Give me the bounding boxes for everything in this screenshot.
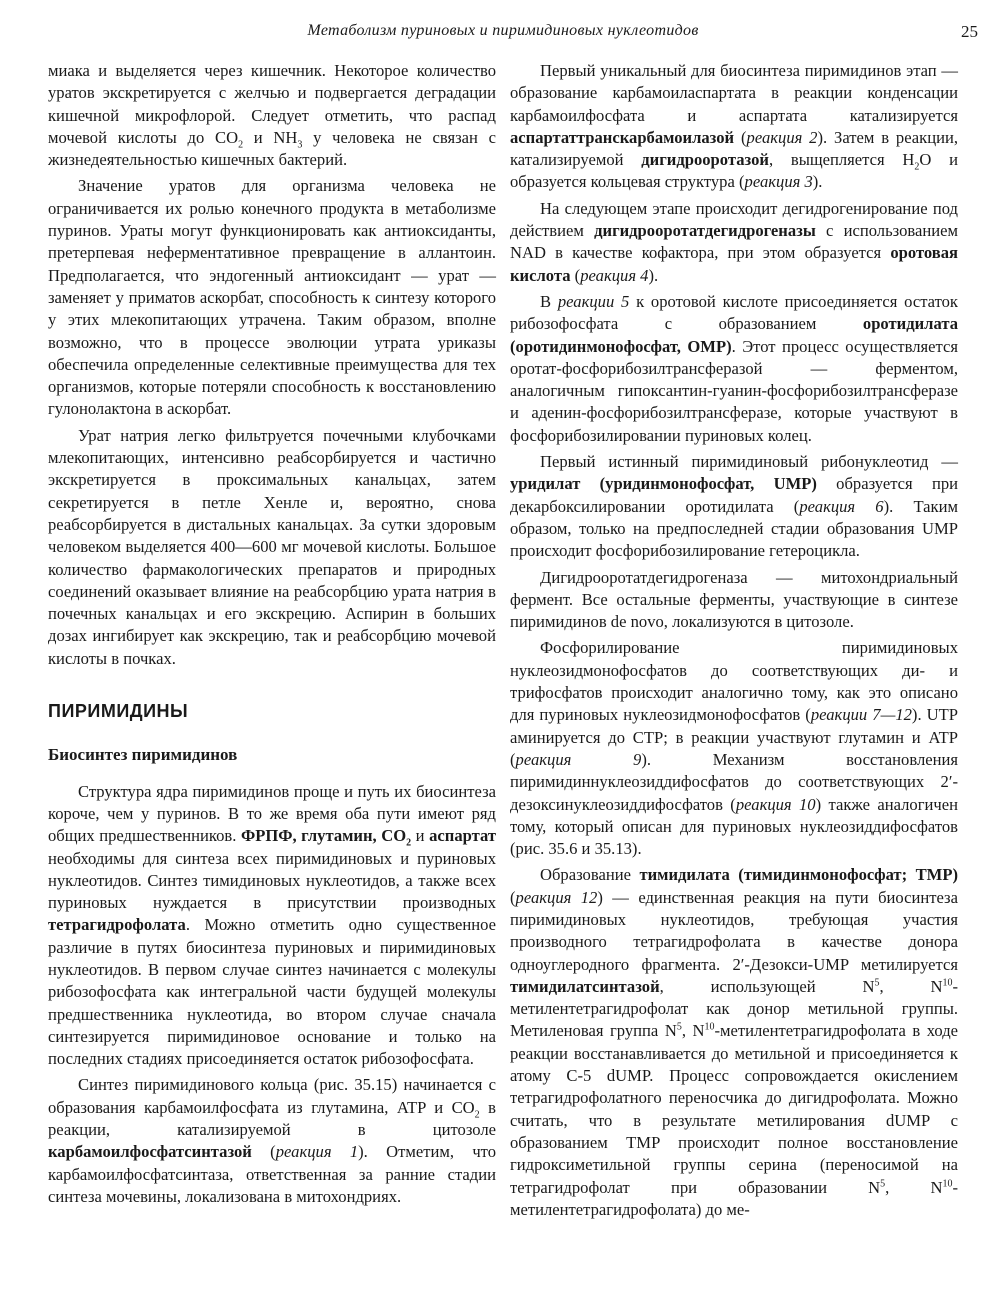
paragraph: Урат натрия легко фильтруется почечными клубочками млекопитающих, интенсивно реабсорбируется и частично экскретируется в проксимальных канальцах, затем секретируется в петле Хенле и, вероятно, снова реабсорбируется в дистальных канальцах. За сутки здоровым человеком выделяется 400—600 мг мочевой кислоты. Большое количество фармакологических препаратов и природных соединений оказывает влияние на реабсорбцию урата натрия в почечных канальцах и его экскрецию. Аспирин в больших дозах ингибирует как экскрецию, так и реабсорбцию мочевой кислоты в почках. <box>48 425 496 668</box>
paragraph: На следующем этапе происходит дегидрогенирование под действием дигидрооротатдегидрогеназы с использованием NAD в качестве кофактора, при этом образуется оротовая кислота (реакция 4). <box>510 198 958 285</box>
section-heading: ПИРИМИДИНЫ <box>48 701 189 722</box>
paragraph: Структура ядра пиримидинов проще и путь их биосинтеза короче, чем у пуринов. В то же время оба пути имеют ряд общих предшественников. ФРПФ, глутамин, $CO_2$ и аспартат необходимы для синтеза всех пиримидиновых и пуриновых нуклеотидов. Синтез тимидиновых нуклеотидов, а также всех пуриновых нуждается в присутствии производных тетрагидрофолата. Можно отметить одно существенное различие в путях биосинтеза пуриновых и пиримидиновых нуклеотидов. В первом случае синтез начинается с молекулы рибозофосфата как интегральной части будущей молекулы предшественника нуклеотида, во втором случае сначала синтезируется пиримидиновое основание и только на последних стадиях присоединяется остаток рибозофосфата. <box>48 781 496 1069</box>
running-head <box>28 22 978 50</box>
right-column <box>510 60 958 1225</box>
paragraph: Синтез пиримидинового кольца (рис. 35.15) начинается с образования карбамоилфосфата из глутамина, ATP и $CO_2$ в реакции, катализируемой в цитозоле карбамоилфосфатсинтазой (реакция 1). Отметим, что карбамоилфосфатсинтаза, ответственная за ранние стадии синтеза мочевины, локализована в митохондриях. <box>48 1075 497 1206</box>
paragraph: Образование тимидилата (тимидинмонофосфат; TMP) (реакция 12) — единственная реакция на пути биосинтеза пиримидиновых нуклеотидов, требующая участия производного тетрагидрофолата в качестве донора одноуглеродного фрагмента. 2′-Дезокси-UMP метилируется тимидилатсинтазой, использующей $N^5$, $N^{10}$-метилентетрагидрофолат как донор метильной группы. Метиленовая группа $N^5$, $N^{10}$-метилентетрагидрофолата в ходе реакции восстанавливается до метильной и присоединяется к атому C-5 dUMP. Процесс сопровождается окислением тетрагидрофолатного переносчика до дигидрофолата. Можно считать, что в результате метилирования dUMP с образованием TMP происходит полное восстановление гидроксиметильной группы серина (переносимой на тетрагидрофолат при образовании $N^5$, $N^{10}-метилентетрагидрофолата$) до ме- <box>510 865 959 1219</box>
page-number: 25 <box>961 22 978 41</box>
paragraph: Первый истинный пиримидиновый рибонуклеотид — уридилат (уридинмонофосфат, UMP) образуется при декарбоксилировании оротидилата (реакция 6). Таким образом, только на предпоследней стадии образования UMP происходит фосфорибозилирование гетероцикла. <box>510 452 958 561</box>
left-column <box>48 60 496 1212</box>
paragraph: Дигидрооротатдегидрогеназа — митохондриальный фермент. Все остальные ферменты, участвующие в синтезе пиримидинов de novo, локализуются в цитозоле. <box>510 567 958 632</box>
paragraph: Первый уникальный для биосинтеза пиримидинов этап — образование карбамоиласпартата в реакции конденсации карбамоилфосфата и аспартата катализируется аспартаттранскарбамоилазой (реакция 2). Затем в реакции, катализируемой дигидрооротазой, выщепляется $H_2O$ и образуется кольцевая структура (реакция 3). <box>510 61 958 192</box>
subsection-heading: Биосинтез пиримидинов <box>48 745 238 765</box>
paragraph: миака и выделяется через кишечник. Некоторое количество уратов экскретируется с желчью и подвергается деградации кишечной микрофлорой. Следует отметить, что распад мочевой кислоты до $CO_2$ и $NH_3$ у человека не связан с жизнедеятельностью кишечных бактерий. <box>48 61 496 170</box>
paragraph: Значение уратов для организма человека не ограничивается их ролью конечного продукта в метаболизме пуринов. Ураты могут функционировать как антиоксиданты, претерпевая неферментативное превращение в аллантоин. Предполагается, что эндогенный антиоксидант — урат — заменяет у приматов аскорбат, способность к синтезу которого у этих млекопитающих утрачена. Таким образом, вполне возможно, что в процессе эволюции утрата уриказы обеспечила определенные селективные преимущества для тех организмов, которые потеряли способность к восстановлению гулонолактона в аскорбат. <box>48 176 496 419</box>
paragraph: Фосфорилирование пиримидиновых нуклеозидмонофосфатов до соответствующих ди- и трифосфатов происходит аналогично тому, как это описано для пуриновых нуклеозидмонофосфатов (реакции 7—12). UTP аминируется до CTP; в реакции участвуют глутамин и ATP (реакция 9). Механизм восстановления пиримидиннуклеозиддифосфатов до соответствующих 2′-дезоксинуклеозиддифосфатов (реакция 10) также аналогичен тому, который описан для пуриновых нуклеозиддифосфатов (рис. 35.6 и 35.13). <box>510 638 959 859</box>
paragraph: В реакции 5 к оротовой кислоте присоединяется остаток рибозофосфата с образованием оротидилата (оротидинмонофосфат, OMP). Этот процесс осуществляется оротат-фосфорибозилтрансферазой — ферментом, аналогичным гипоксантин-гуанин-фосфорибозилтрансферазе и аденин-фосфорибозилтрансферазе, которые участвуют в фосфорибозилировании пуриновых колец. <box>510 291 958 445</box>
running-title: Метаболизм пуриновых и пиримидиновых нуклеотидов <box>307 22 699 39</box>
